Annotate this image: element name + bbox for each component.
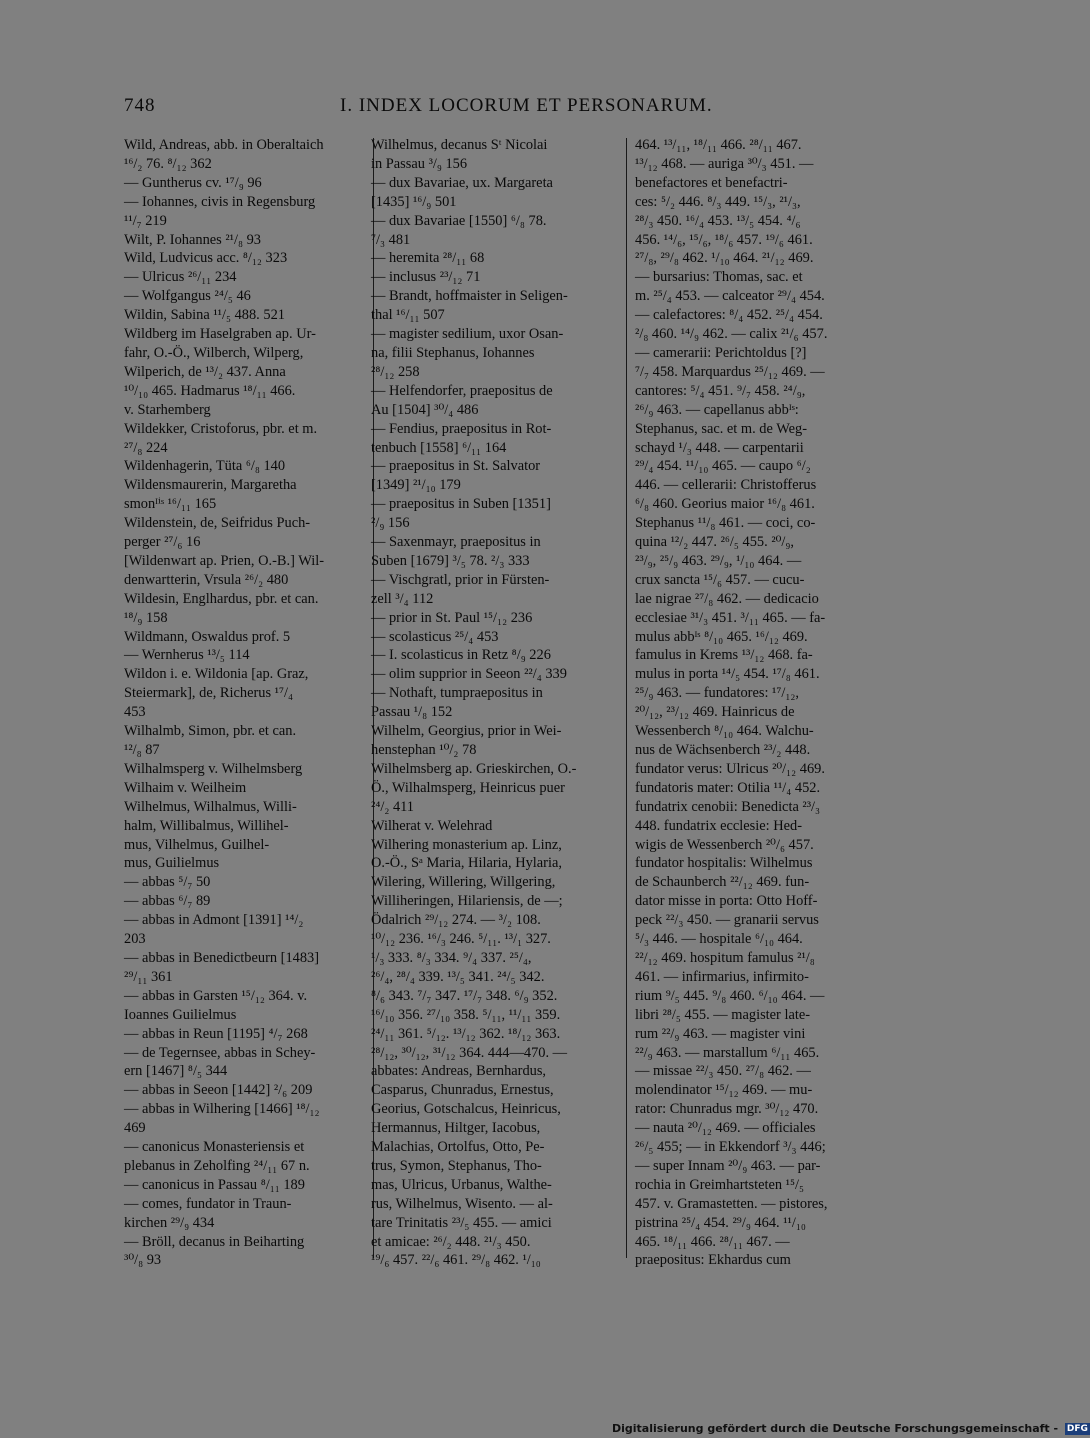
index-line: Wilhaim v. Weilheim: [124, 779, 247, 796]
index-line: Wildon i. e. Wildonia [ap. Graz,: [124, 666, 309, 683]
index-line: Wilhalmsperg v. Wilhelmsberg: [124, 760, 303, 777]
index-line: thal ¹⁶/₁₁ 507: [371, 307, 445, 324]
index-line: Williheringen, Hilariensis, de —;: [371, 893, 563, 910]
index-line: ²²/₁₂ 469. hospitum famulus ²¹/₈: [635, 949, 815, 966]
index-column-2: [371, 136, 621, 1270]
index-line: Wildensmaurerin, Margaretha: [124, 477, 297, 494]
index-line: Wildenstein, de, Seifridus Puch-: [124, 515, 311, 532]
index-line: ²⁰/₁₂, ²³/₁₂ 469. Hainricus de: [635, 704, 795, 721]
index-line: mus, Guilielmus: [124, 855, 220, 872]
index-line: — olim supprior in Seeon ²²/₄ 339: [371, 666, 567, 683]
page-title: I. INDEX LOCORUM ET PERSONARUM.: [340, 95, 713, 116]
index-column-1: [124, 136, 369, 1270]
index-line: — Nothaft, tumpraepositus in: [371, 685, 543, 702]
index-line: m. ²⁵/₄ 453. — calceator ²⁹/₄ 454.: [635, 288, 825, 305]
index-line: 465. ¹⁸/₁₁ 466. ²⁸/₁₁ 467. —: [635, 1233, 790, 1250]
index-line: pistrina ²⁵/₄ 454. ²⁹/₉ 464. ¹¹/₁₀: [635, 1214, 806, 1231]
index-line: [Wildenwart ap. Prien, O.-B.] Wil-: [124, 552, 324, 569]
index-line: praepositus: Ekhardus cum: [635, 1252, 791, 1269]
index-line: v. Starhemberg: [124, 401, 211, 418]
index-line: Wildmann, Oswaldus prof. 5: [124, 628, 291, 645]
index-line: 446. — cellerarii: Christofferus: [635, 477, 817, 494]
index-line: na, filii Stephanus, Iohannes: [371, 344, 535, 361]
index-line: — dux Bavariae, ux. Margareta: [371, 174, 553, 191]
index-line: ¹/₃ 333. ⁸/₃ 334. ⁹/₄ 337. ²⁵/₄,: [371, 949, 532, 966]
index-line: — inclusus ²³/₁₂ 71: [371, 269, 481, 286]
index-line: ¹⁰/₁₂ 236. ¹⁶/₃ 246. ⁵/₁₁. ¹³/₁ 327.: [371, 931, 551, 948]
index-line: Wilhering monasterium ap. Linz,: [371, 836, 562, 853]
index-line: schayd ¹/₃ 448. — carpentarii: [635, 439, 804, 456]
index-line: libri ²⁸/₅ 455. — magister late-: [635, 1006, 811, 1023]
index-line: — heremita ²⁸/₁₁ 68: [371, 250, 485, 267]
dfg-logo-icon: DFG: [1066, 1424, 1088, 1434]
index-line: — prior in St. Paul ¹⁵/₁₂ 236: [371, 609, 533, 626]
index-line: trus, Symon, Stephanus, Tho-: [371, 1157, 542, 1174]
index-line: lae nigrae ²⁷/₈ 462. — dedicacio: [635, 590, 819, 607]
index-line: Stephanus, sac. et m. de Weg-: [635, 420, 808, 437]
index-line: zell ³/₄ 112: [371, 590, 434, 607]
index-line: ¹²/₈ 87: [124, 742, 160, 758]
index-line: Wildenhagerin, Tüta ⁶/₈ 140: [124, 458, 286, 475]
index-line: fahr, O.-Ö., Wilberch, Wilperg,: [124, 344, 304, 361]
index-line: ¹⁶/₁₀ 356. ²⁷/₁₀ 358. ⁵/₁₁, ¹¹/₁₁ 359.: [371, 1006, 561, 1023]
index-line: Au [1504] ³⁰/₄ 486: [371, 401, 479, 418]
index-line: [1435] ¹⁶/₉ 501: [371, 193, 457, 210]
footer-credit: [612, 1422, 1090, 1435]
index-line: — Guntherus cv. ¹⁷/₉ 96: [124, 174, 262, 191]
index-line: tenbuch [1558] ⁶/₁₁ 164: [371, 439, 507, 456]
index-line: 461. — infirmarius, infirmito-: [635, 968, 809, 985]
index-line: — camerarii: Perichtoldus [?]: [635, 344, 807, 361]
index-line: Wilherat v. Welehrad: [371, 817, 493, 834]
index-line: 469: [124, 1120, 146, 1137]
index-line: — canonicus in Passau ⁸/₁₁ 189: [124, 1176, 305, 1193]
index-line: Wilperich, de ¹³/₂ 437. Anna: [124, 363, 286, 380]
index-line: Wildekker, Cristoforus, pbr. et m.: [124, 420, 318, 437]
index-line: Wild, Andreas, abb. in Oberaltaich: [124, 137, 324, 153]
index-line: ²⁸/₁₂, ³⁰/₁₂, ³¹/₁₂ 364. 444—470. —: [371, 1044, 568, 1061]
index-line: fundator verus: Ulricus ²⁰/₁₂ 469.: [635, 760, 825, 777]
index-line: rator: Chunradus mgr. ³⁰/₁₂ 470.: [635, 1101, 819, 1118]
index-line: dator misse in porta: Otto Hoff-: [635, 893, 818, 910]
index-line: tare Trinitatis ²³/₅ 455. — amici: [371, 1214, 552, 1231]
index-line: ¹⁶/₂ 76. ⁸/₁₂ 362: [124, 155, 212, 172]
index-line: ⁸/₆ 343. ⁷/₇ 347. ¹⁷/₇ 348. ⁶/₉ 352.: [371, 987, 558, 1004]
index-line: — Vischgratl, prior in Fürsten-: [371, 571, 550, 588]
index-line: — comes, fundator in Traun-: [124, 1195, 292, 1212]
index-line: — praepositus in St. Salvator: [371, 458, 541, 475]
index-line: Wilhelm, Georgius, prior in Wei-: [371, 723, 562, 740]
index-line: Wilhelmsberg ap. Grieskirchen, O.-: [371, 760, 577, 777]
index-line: — Saxenmayr, praepositus in: [371, 534, 541, 551]
index-line: — de Tegernsee, abbas in Schey-: [124, 1044, 316, 1061]
index-line: 457. v. Gramastetten. — pistores,: [635, 1195, 828, 1212]
index-line: ecclesiae ³¹/₃ 451. ³/₁₁ 465. — fa-: [635, 609, 826, 626]
index-line: ²⁶/₄, ²⁸/₄ 339. ¹³/₅ 341. ²⁴/₅ 342.: [371, 968, 545, 985]
index-line: ⁶/₈ 460. Georius maior ¹⁶/₈ 461.: [635, 496, 815, 513]
index-line: crux sancta ¹⁵/₆ 457. — cucu-: [635, 571, 805, 588]
index-line: ²/₉ 156: [371, 515, 410, 532]
index-line: ¹¹/₇ 219: [124, 212, 167, 229]
page-number: 748: [124, 95, 156, 116]
index-line: — I. scolasticus in Retz ⁸/₉ 226: [371, 647, 551, 664]
index-line: — abbas in Garsten ¹⁵/₁₂ 364. v.: [124, 987, 308, 1004]
index-line: rochia in Greimhartsteten ¹⁵/₅: [635, 1176, 804, 1193]
index-line: Ödalrich ²⁹/₁₂ 274. — ³/₂ 108.: [371, 912, 541, 929]
index-line: ¹⁸/₉ 158: [124, 609, 168, 626]
index-line: rium ⁹/₅ 445. ⁹/₈ 460. ⁶/₁₀ 464. —: [635, 987, 825, 1004]
index-line: ²⁴/₂ 411: [371, 798, 414, 815]
index-line: Wildesin, Englhardus, pbr. et can.: [124, 590, 319, 607]
column-divider-2: [626, 138, 627, 1258]
index-line: Wildberg im Haselgraben ap. Ur-: [124, 326, 316, 343]
index-line: ²³/₉, ²⁵/₉ 463. ²⁹/₉, ¹/₁₀ 464. —: [635, 552, 802, 569]
index-line: mulus in porta ¹⁴/₅ 454. ¹⁷/₈ 461.: [635, 666, 820, 683]
index-line: — praepositus in Suben [1351]: [371, 496, 551, 513]
index-line: — Wernherus ¹³/₅ 114: [124, 647, 250, 664]
index-line: ces: ⁵/₂ 446. ⁸/₃ 449. ¹⁵/₃, ²¹/₃,: [635, 193, 801, 210]
index-line: perger ²⁷/₆ 16: [124, 534, 201, 551]
index-line: O.-Ö., Sᵃ Maria, Hilaria, Hylaria,: [371, 855, 562, 872]
index-line: — super Innam ²⁰/₉ 463. — par-: [635, 1157, 821, 1174]
index-line: — abbas in Admont [1391] ¹⁴/₂: [124, 912, 304, 929]
index-line: rum ²²/₉ 463. — magister vini: [635, 1025, 806, 1042]
index-line: Wessenberch ⁸/₁₀ 464. Walchu-: [635, 723, 814, 740]
index-line: mas, Ulricus, Urbanus, Walthe-: [371, 1176, 552, 1193]
index-line: kirchen ²⁹/₉ 434: [124, 1214, 215, 1231]
index-line: ²⁵/₉ 463. — fundatores: ¹⁷/₁₂,: [635, 685, 800, 702]
index-line: Georius, Gotschalcus, Heinricus,: [371, 1101, 561, 1118]
index-line: — bursarius: Thomas, sac. et: [635, 269, 803, 286]
index-line: ¹³/₁₂ 468. — auriga ³⁰/₃ 451. —: [635, 155, 814, 172]
index-line: Steiermark], de, Richerus ¹⁷/₄: [124, 685, 293, 702]
index-line: wigis de Wessenberch ²⁰/₆ 457.: [635, 836, 814, 853]
index-line: — abbas in Reun [1195] ⁴/₇ 268: [124, 1025, 308, 1042]
index-line: — abbas ⁵/₇ 50: [124, 874, 211, 891]
index-line: ²/₈ 460. ¹⁴/₉ 462. — calix ²¹/₆ 457.: [635, 326, 828, 343]
index-line: rus, Wilhelmus, Wisento. — al-: [371, 1195, 553, 1212]
index-line: Hermannus, Hiltger, Iacobus,: [371, 1120, 541, 1137]
index-line: — dux Bavariae [1550] ⁶/₈ 78.: [371, 212, 547, 229]
index-line: — Helfendorfer, praepositus de: [371, 382, 553, 399]
index-line: Suben [1679] ³/₅ 78. ²/₃ 333: [371, 552, 530, 569]
index-line: henstephan ¹⁰/₂ 78: [371, 742, 477, 758]
index-line: — magister sedilium, uxor Osan-: [371, 326, 564, 343]
footer-text: Digitalisierung gefördert durch die Deutsche Forschungsgemeinschaft -: [612, 1422, 1059, 1435]
index-line: mus, Vilhelmus, Guilhel-: [124, 836, 270, 853]
index-line: 453: [124, 704, 146, 721]
index-line: — Bröll, decanus in Beiharting: [124, 1233, 305, 1250]
index-line: — Ulricus ²⁶/₁₁ 234: [124, 269, 237, 286]
index-line: — abbas in Wilhering [1466] ¹⁸/₁₂: [124, 1101, 320, 1118]
index-line: denwartterin, Vrsula ²⁶/₂ 480: [124, 571, 289, 588]
index-line: ¹⁰/₁₀ 465. Hadmarus ¹⁸/₁₁ 466.: [124, 382, 296, 399]
index-line: Ö., Wilhalmsperg, Heinricus puer: [371, 779, 565, 796]
index-line: — Brandt, hoffmaister in Seligen-: [371, 288, 568, 305]
index-line: [1349] ²¹/₁₀ 179: [371, 477, 461, 494]
index-line: — nauta ²⁰/₁₂ 469. — officiales: [635, 1120, 816, 1137]
index-line: nus de Wächsenberch ²³/₂ 448.: [635, 742, 811, 758]
index-line: Stephanus ¹¹/₈ 461. — coci, co-: [635, 515, 816, 532]
index-line: ²⁴/₁₁ 361. ⁵/₁₂. ¹³/₁₂ 362. ¹⁸/₁₂ 363.: [371, 1025, 561, 1042]
index-line: molendinator ¹⁵/₁₂ 469. — mu-: [635, 1082, 813, 1099]
index-line: — scolasticus ²⁵/₄ 453: [371, 628, 499, 645]
index-line: Wilt, P. Iohannes ²¹/₈ 93: [124, 231, 261, 248]
index-line: — Wolfgangus ²⁴/₅ 46: [124, 288, 251, 305]
index-line: Wilhelmus, decanus Sᵗ Nicolai: [371, 137, 548, 153]
index-line: ²⁸/₃ 450. ¹⁶/₄ 453. ¹³/₅ 454. ⁴/₆: [635, 212, 801, 229]
index-line: ²⁷/₈, ²⁹/₈ 462. ¹/₁₀ 464. ²¹/₁₂ 469.: [635, 250, 814, 267]
index-line: ¹⁹/₆ 457. ²²/₆ 461. ²⁹/₈ 462. ¹/₁₀: [371, 1252, 541, 1269]
index-line: smonᴵⁱˢ ¹⁶/₁₁ 165: [124, 496, 217, 513]
index-line: et amicae: ²⁶/₂ 448. ²¹/₃ 450.: [371, 1233, 531, 1250]
index-line: ²⁸/₁₂ 258: [371, 363, 420, 380]
index-line: ²⁶/₉ 463. — capellanus abbᴵˢ:: [635, 401, 799, 418]
index-column-3: [635, 136, 865, 1270]
index-line: famulus in Krems ¹³/₁₂ 468. fa-: [635, 647, 813, 664]
index-line: peck ²²/₃ 450. — granarii servus: [635, 912, 819, 929]
index-line: ⁷/₃ 481: [371, 231, 411, 248]
index-line: Wilhelmus, Wilhalmus, Willi-: [124, 798, 297, 815]
index-line: — calefactores: ⁸/₄ 452. ²⁵/₄ 454.: [635, 307, 823, 324]
index-line: Wilering, Willering, Willgering,: [371, 874, 556, 891]
index-line: Malachias, Ortolfus, Otto, Pe-: [371, 1139, 545, 1156]
index-line: — canonicus Monasteriensis et: [124, 1139, 305, 1156]
index-line: ²²/₉ 463. — marstallum ⁶/₁₁ 465.: [635, 1044, 820, 1061]
index-line: Casparus, Chunradus, Ernestus,: [371, 1082, 554, 1099]
index-line: plebanus in Zeholfing ²⁴/₁₁ 67 n.: [124, 1157, 310, 1174]
index-line: 464. ¹³/₁₁, ¹⁸/₁₁ 466. ²⁸/₁₁ 467.: [635, 137, 802, 153]
index-line: ern [1467] ⁸/₅ 344: [124, 1063, 228, 1080]
index-line: Passau ¹/₈ 152: [371, 704, 453, 721]
index-line: quina ¹²/₂ 447. ²⁶/₅ 455. ²⁰/₉,: [635, 534, 795, 551]
index-line: in Passau ³/₉ 156: [371, 155, 468, 172]
index-line: abbates: Andreas, Bernhardus,: [371, 1063, 547, 1080]
index-line: — Iohannes, civis in Regensburg: [124, 193, 316, 210]
index-line: ⁵/₃ 446. — hospitale ⁶/₁₀ 464.: [635, 931, 803, 948]
index-line: Ioannes Guilielmus: [124, 1006, 237, 1023]
index-line: — abbas in Benedictbeurn [1483]: [124, 949, 320, 966]
index-line: Wild, Ludvicus acc. ⁸/₁₂ 323: [124, 250, 288, 267]
index-line: — abbas in Seeon [1442] ²/₆ 209: [124, 1082, 313, 1099]
index-line: — abbas ⁶/₇ 89: [124, 893, 211, 910]
index-line: ²⁹/₁₁ 361: [124, 968, 173, 985]
index-line: ²⁹/₄ 454. ¹¹/₁₀ 465. — caupo ⁶/₂: [635, 458, 811, 475]
index-line: ²⁷/₈ 224: [124, 439, 168, 456]
index-line: cantores: ⁵/₄ 451. ⁹/₇ 458. ²⁴/₉,: [635, 382, 806, 399]
index-line: fundator hospitalis: Wilhelmus: [635, 855, 813, 872]
index-line: fundatrix cenobii: Benedicta ²³/₃: [635, 798, 821, 815]
index-line: de Schaunberch ²²/₁₂ 469. fun-: [635, 874, 810, 891]
index-line: — Fendius, praepositus in Rot-: [371, 420, 552, 437]
index-line: 448. fundatrix ecclesie: Hed-: [635, 817, 803, 834]
index-line: — missae ²²/₃ 450. ²⁷/₈ 462. —: [635, 1063, 811, 1080]
index-line: halm, Willibalmus, Willihel-: [124, 817, 289, 834]
index-line: ²⁶/₅ 455; — in Ekkendorf ³/₃ 446;: [635, 1139, 826, 1156]
index-line: mulus abbᴵˢ ⁸/₁₀ 465. ¹⁶/₁₂ 469.: [635, 628, 808, 645]
index-line: 203: [124, 931, 146, 948]
index-line: benefactores et benefactri-: [635, 174, 788, 191]
page-header: [0, 95, 1000, 125]
index-line: ³⁰/₈ 93: [124, 1252, 162, 1269]
index-line: 456. ¹⁴/₆, ¹⁵/₆, ¹⁸/₆ 457. ¹⁹/₆ 461.: [635, 231, 813, 248]
index-line: ⁷/₇ 458. Marquardus ²⁵/₁₂ 469. —: [635, 363, 825, 380]
index-line: fundatoris mater: Otilia ¹¹/₄ 452.: [635, 779, 821, 796]
index-line: Wildin, Sabina ¹¹/₅ 488. 521: [124, 307, 285, 324]
index-line: Wilhalmb, Simon, pbr. et can.: [124, 723, 297, 740]
